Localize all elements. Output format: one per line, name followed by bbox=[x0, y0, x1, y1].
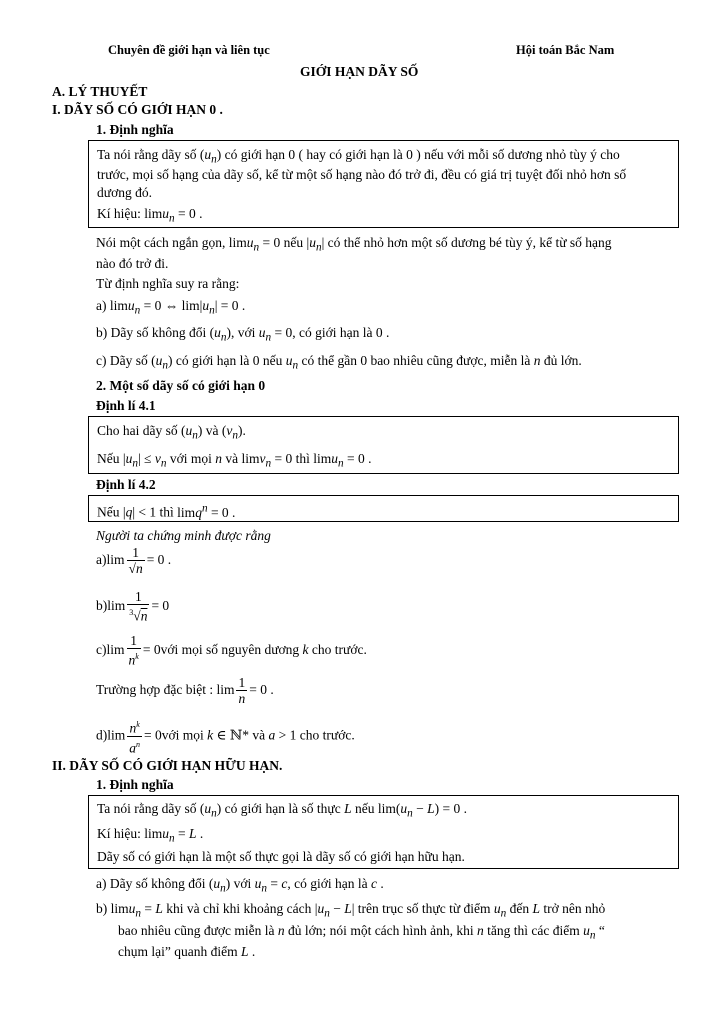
property-a: a) limu$_n$ = 0 ⇔ $\lim|u_n| = 0$ . bbox=[96, 298, 246, 317]
section-ii: II. DÃY SỐ CÓ GIỚI HẠN HỮU HẠN. bbox=[52, 758, 283, 773]
thm41-line-1: Cho hai dãy số $(u_n)$ và $(v_n)$. bbox=[97, 423, 246, 442]
def-line-1: Ta nói rằng dãy số $(u_n)$ có giới hạn 0 ( hay có giới hạn là 0 ) nếu với mỗi số dương nhỏ tùy ý cho bbox=[97, 147, 620, 166]
explain-line-1: Nói một cách ngắn gọn, limu$_n$ = 0 nếu $|u_n|$ có thể nhỏ hơn một số dương bé tùy ý, kể từ số hạng bbox=[96, 235, 612, 254]
limit-d: d)lim $\frac{n^k}{a^n}$ = 0với mọi k ∈ ℕ* và a > 1 cho trước. bbox=[96, 720, 355, 755]
theorem-4-1-box bbox=[88, 416, 679, 474]
finite-property-b-3: chụm lại” quanh điểm L . bbox=[118, 944, 256, 959]
finite-def-line-1: Ta nói rằng dãy số $(u_n)$ có giới hạn là số thực L nếu $\lim(u_n - L) = 0$ . bbox=[97, 801, 467, 820]
def-notation: Kí hiệu: limu$_n$ = 0 . bbox=[97, 206, 203, 225]
def-line-3: dương đó. bbox=[97, 185, 152, 200]
explain-line-3: Từ định nghĩa suy ra rằng: bbox=[96, 276, 240, 291]
proved-note: Người ta chứng minh được rằng bbox=[96, 528, 271, 543]
section-i: I. DÃY SỐ CÓ GIỚI HẠN 0 . bbox=[52, 102, 223, 117]
thm41-line-2: Nếu $|u_n| \le v_n$ với mọi n và limv$_n$ = 0 thì limu$_n$ = 0 . bbox=[97, 451, 372, 470]
property-c: c) Dãy số $(u_n)$ có giới hạn là 0 nếu $u_n$ có thể gần 0 bao nhiêu cũng được, miễn là n đủ lớn. bbox=[96, 353, 582, 372]
theorem-4-1-title: Định lí 4.1 bbox=[96, 398, 156, 413]
section-a: A. LÝ THUYẾT bbox=[52, 84, 148, 99]
limit-b: b)lim $\frac{1}{^3√n}$ = 0 bbox=[96, 589, 170, 624]
finite-def-line-3: Dãy số có giới hạn là một số thực gọi là dãy số có giới hạn hữu hạn. bbox=[97, 849, 465, 864]
page-title: GIỚI HẠN DÃY SỐ bbox=[300, 64, 419, 79]
limit-a: a)lim $\frac{1}{√n}$ = 0 . bbox=[96, 545, 172, 576]
limit-c: c)lim $\frac{1}{n^k}$ = 0với mọi số nguyên dương k cho trước. bbox=[96, 633, 367, 668]
subsection-i1: 1. Định nghĩa bbox=[96, 122, 174, 137]
finite-def-notation: Kí hiệu: limu$_n$ = L . bbox=[97, 826, 204, 845]
definition-box bbox=[88, 140, 679, 228]
finite-property-a: a) Dãy số không đổi $(u_n)$ với $u_n = c$, có giới hạn là c . bbox=[96, 876, 384, 895]
finite-limit-box bbox=[88, 795, 679, 869]
subsection-i2: 2. Một số dãy số có giới hạn 0 bbox=[96, 378, 266, 393]
thm42-line-1: Nếu |q| < 1 thì limq$^n$ = 0 . bbox=[97, 502, 236, 520]
subsection-ii1: 1. Định nghĩa bbox=[96, 777, 174, 792]
header-right: Hội toán Bắc Nam bbox=[516, 43, 615, 57]
theorem-4-2-box bbox=[88, 495, 679, 522]
limit-special: Trường hợp đặc biệt : lim $\frac{1}{n}$ = 0 . bbox=[96, 675, 274, 706]
explain-line-2: nào đó trở đi. bbox=[96, 256, 169, 271]
finite-property-b-2: bao nhiêu cũng được miễn là n đủ lớn; nói một cách hình ảnh, khi n tăng thì các điểm $u_n$ “ bbox=[118, 923, 605, 942]
finite-property-b-1: b) limu$_n$ = L khi và chỉ khi khoảng cách $|u_n - L|$ trên trục số thực từ điểm $u_n$ đến L trở nên nhỏ bbox=[96, 901, 606, 920]
theorem-4-2-title: Định lí 4.2 bbox=[96, 477, 156, 492]
property-b: b) Dãy số không đổi $(u_n)$, với $u_n = 0$, có giới hạn là 0 . bbox=[96, 325, 390, 344]
def-line-2: trước, mọi số hạng của dãy số, kể từ một số hạng nào đó trở đi, đều có giá trị tuyệt đối nhỏ hơn số bbox=[97, 167, 627, 182]
header-left: Chuyên đề giới hạn và liên tục bbox=[108, 43, 270, 57]
